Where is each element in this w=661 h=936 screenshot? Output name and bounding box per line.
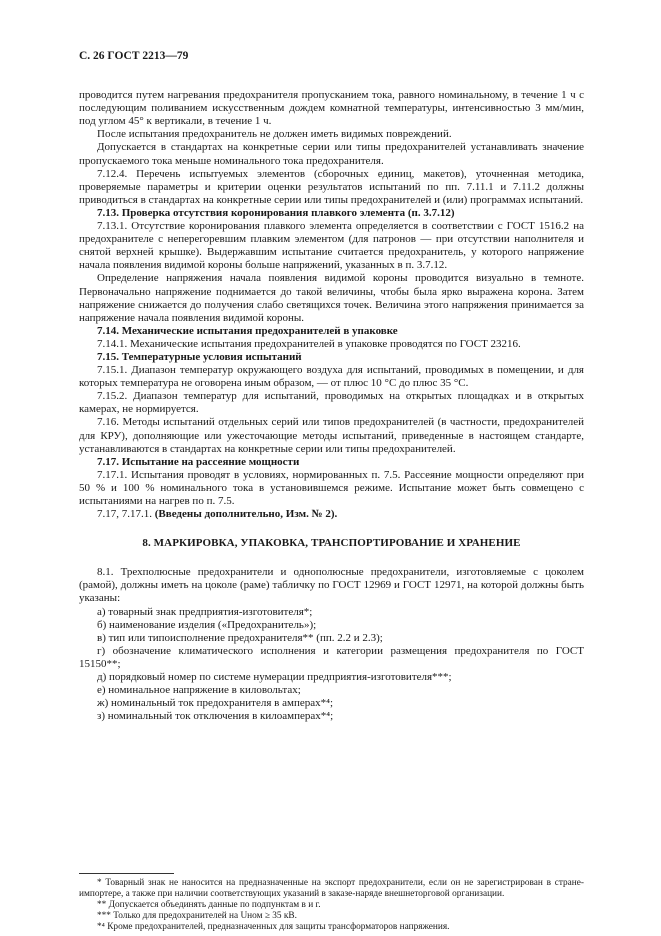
paragraph: Определение напряжения начала появления видимой короны проводится визуально в темноте. Первоначально напряжение поднимается до такой величины, чтобы была ярко выражена корона. Затем напряжение снижается до получения слабо светящихся точек. Величина этого напряжения принимается за напряжение начала появления видимой короны.	[79, 272, 584, 324]
page-header: С. 26 ГОСТ 2213—79	[79, 50, 189, 62]
subsection-heading: 7.14. Механические испытания предохранителей в упаковке	[97, 324, 398, 337]
document-page	[79, 50, 584, 933]
footnotes	[79, 878, 584, 933]
amendment-ref: 7.17, 7.17.1.	[97, 508, 152, 521]
list-item: б) наименование изделия («Предохранитель»);	[97, 618, 317, 631]
paragraph: проводится путем нагревания предохранителя пропусканием тока, равного номинальному, в течение 1 ч с последующим поливанием искусственным дождем комнатной температуры, интенсивностью 3 мм/мин, под углом 45° к вертикали, в течение 1 ч.	[79, 89, 584, 128]
paragraph: 7.15.1. Диапазон температур окружающего воздуха для испытаний, проводимых в помещении, и для которых температура не оговорена иным образом, — от плюс 10 °С до плюс 35 °С.	[79, 364, 584, 390]
paragraph: После испытания предохранитель не должен иметь видимых повреждений.	[97, 128, 452, 141]
paragraph: 7.12.4. Перечень испытуемых элементов (сборочных единиц, макетов), уточненная методика, проверяемые параметры и критерии оценки результатов испытаний по пп. 7.11.1 и 7.11.2 должны приводиться в стандартах на конкретные серии или типы предохранителей и (или) программах испытаний.	[79, 167, 584, 206]
subsection-heading: 7.15. Температурные условия испытаний	[97, 350, 302, 363]
paragraph: 7.16. Методы испытаний отдельных серий или типов предохранителей (в частности, предохранителей для КРУ), дополняющие или ужесточающие методы испытаний, приведенные в настоящем стандарте, устанавливаются в стандартах на конкретные серии или типы предохранителей.	[79, 416, 584, 455]
list-item: е) номинальное напряжение в киловольтах;	[97, 684, 301, 697]
footnote: *** Только для предохранителей на Uном ≥ 35 кВ.	[97, 911, 297, 922]
subsection-heading: 7.13. Проверка отсутствия коронирования плавкого элемента (п. 3.7.12)	[97, 206, 455, 219]
list-item: з) номинальный ток отключения в килоамперах*⁴;	[97, 710, 334, 723]
list-item: в) тип или типоисполнение предохранителя** (пп. 2.2 и 2.3);	[97, 631, 383, 644]
footnote: * Товарный знак не наносится на предназначенные на экспорт предохранители, если он не зарегистрирован в стране-импортере, а также при наличии соответствующих указаний в заказе-наряде внешнеторговой организации.	[79, 878, 584, 900]
footnote: ** Допускается объединять данные по подпунктам в и г.	[97, 900, 321, 911]
paragraph: 7.13.1. Отсутствие коронирования плавкого элемента определяется в соответствии с ГОСТ 1516.2 на предохранителе с неперегоревшим плавким элементом (для патронов — при отсутствии наполнителя и снятой верхней крышке). Выдержавшим испытание считается предохранитель, у которого напряжение начала появления видимой короны больше напряжений, указанных в п. 3.7.12.	[79, 220, 584, 272]
list-item: г) обозначение климатического исполнения и категории размещения предохранителя по ГОСТ 15150**;	[79, 644, 584, 670]
paragraph: Допускается в стандартах на конкретные серии или типы предохранителей устанавливать значение пропускаемого тока меньше номинального тока предохранителя.	[79, 141, 584, 167]
list-item: а) товарный знак предприятия-изготовителя*;	[97, 605, 313, 618]
amendment-text: (Введены дополнительно, Изм. № 2).	[154, 508, 338, 521]
paragraph: 7.15.2. Диапазон температур для испытаний, проводимых на открытых площадках и в открытых камерах, не нормируется.	[79, 390, 584, 416]
paragraph: 8.1. Трехполюсные предохранители и однополюсные предохранители, изготовляемые с цоколем (рамой), должны иметь на цоколе (раме) табличку по ГОСТ 12969 и ГОСТ 12971, на которой должны быть указаны:	[79, 566, 584, 605]
section-title: 8. МАРКИРОВКА, УПАКОВКА, ТРАНСПОРТИРОВАНИЕ И ХРАНЕНИЕ	[142, 537, 521, 550]
paragraph: 7.17.1. Испытания проводят в условиях, нормированных п. 7.5. Рассеяние мощности определяют при 50 % и 100 % номинального тока в установившемся режиме. Испытание может быть совмещено с испытаниями на нагрев по п. 7.5.	[79, 468, 584, 507]
paragraph: 7.14.1. Механические испытания предохранителей в упаковке проводятся по ГОСТ 23216.	[97, 337, 521, 350]
amendment-note	[79, 508, 584, 521]
subsection-heading: 7.17. Испытание на рассеяние мощности	[97, 455, 300, 468]
footnote-divider	[79, 873, 174, 874]
footnote: *⁴ Кроме предохранителей, предназначенных для защиты трансформаторов напряжения.	[97, 922, 450, 933]
list-item: д) порядковый номер по системе нумерации предприятия-изготовителя***;	[97, 671, 452, 684]
list-item: ж) номинальный ток предохранителя в амперах*⁴;	[97, 697, 334, 710]
